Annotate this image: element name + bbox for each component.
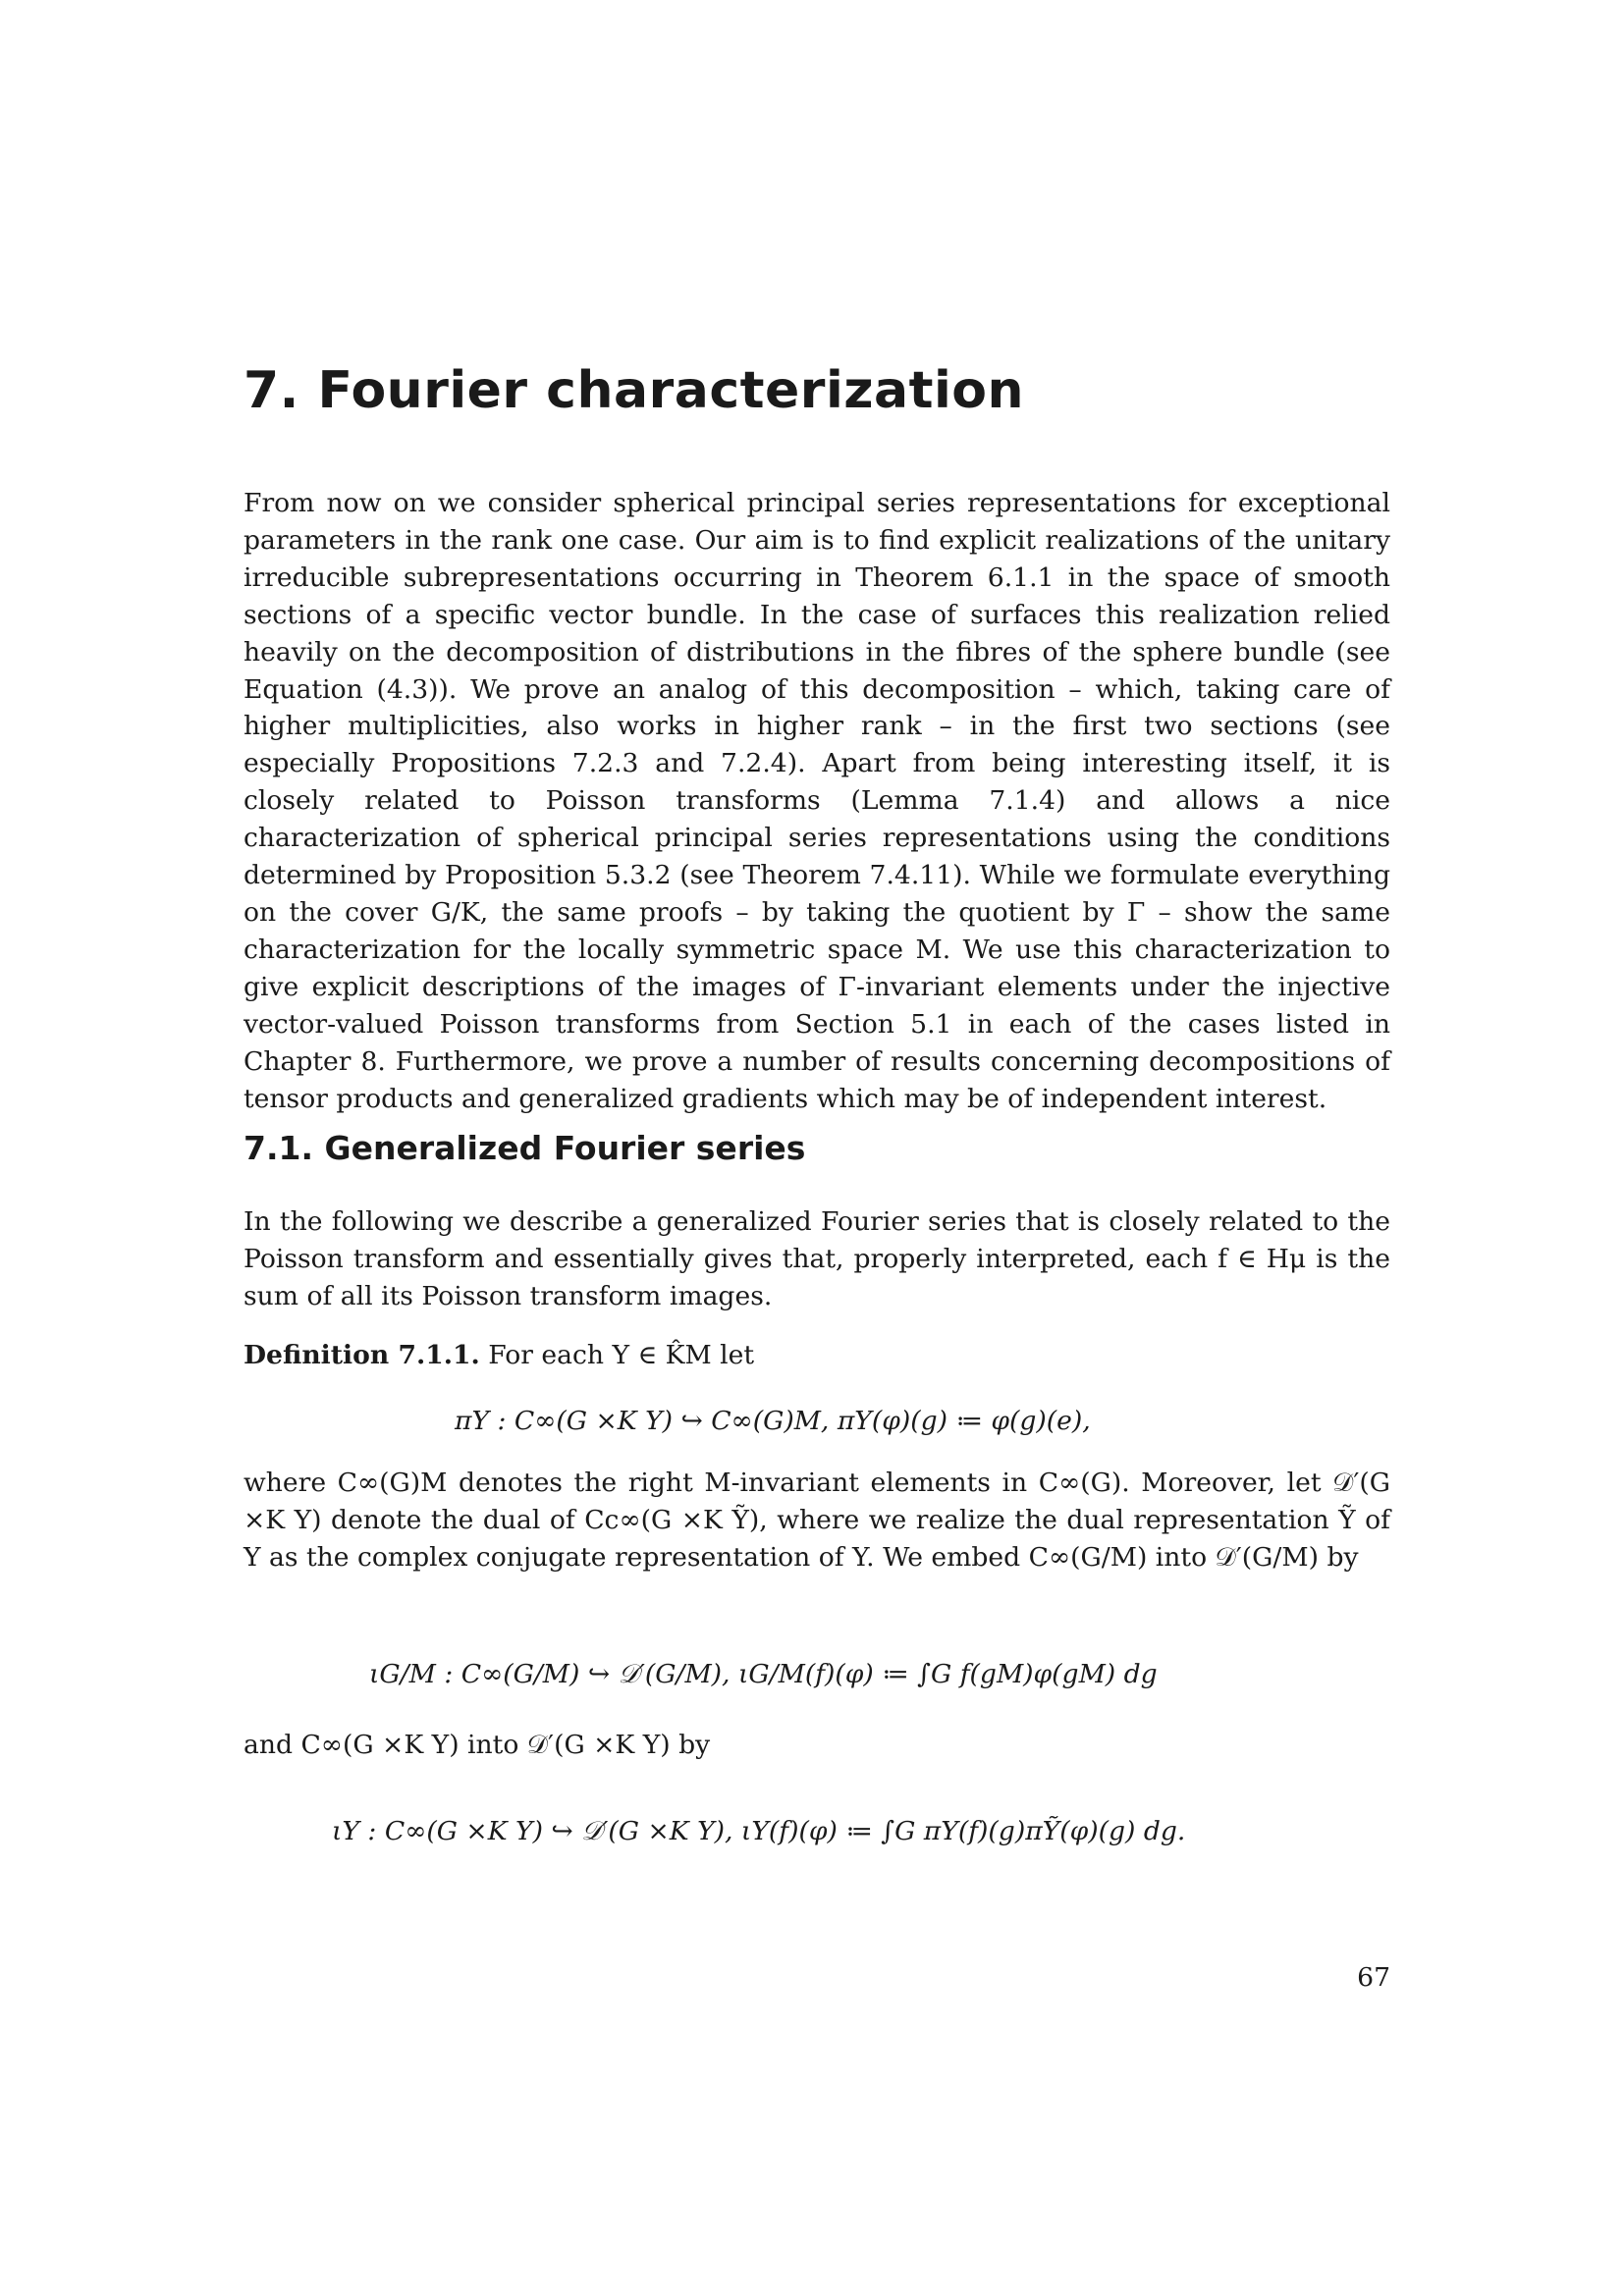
- definition-label: Definition 7.1.1.: [244, 1340, 480, 1370]
- paragraph-embed: and C∞(G ×K Y) into 𝒟′(G ×K Y) by: [244, 1730, 711, 1760]
- equation-pi-y: πY : C∞(G ×K Y) ↪ C∞(G)M, πY(φ)(g) ≔ φ(g)(e),: [455, 1406, 1091, 1436]
- definition-text: For each Y ∈ K̂M let: [479, 1340, 755, 1370]
- intro-paragraph: From now on we consider spherical principal series representations for exceptional parameters in the rank one case. Our aim is to find explicit realizations of the unitary irreducible subrepresentations occurring in Theorem 6.1.1 in the space of smooth sections of a specific vector bundle. In the case of surfaces this realization relied heavily on the decomposition of distributions in the fibres of the sphere bundle (see Equation (4.3)). We prove an analog of this decomposition – which, taking care of higher multiplicities, also works in higher rank – in the first two sections (see especially Propositions 7.2.3 and 7.2.4). Apart from being interesting itself, it is closely related to Poisson transforms (Lemma 7.1.4) and allows a nice characterization of spherical principal series representations using the conditions determined by Proposition 5.3.2 (see Theorem 7.4.11). While we formulate everything on the cover G/K, the same proofs – by taking the quotient by Γ – show the same characterization for the locally symmetric space M. We use this characterization to give explicit descriptions of the images of Γ-invariant elements under the injective vector-valued Poisson transforms from Section 5.1 in each of the cases listed in Chapter 8. Furthermore, we prove a number of results concerning decompositions of tensor products and generalized gradients which may be of independent interest.: [244, 488, 1390, 1114]
- section-paragraph: In the following we describe a generalized Fourier series that is closely related to the Poisson transform and essentially gives that, properly interpreted, each f ∈ Hμ is the sum of all its Poisson transform images.: [244, 1206, 1390, 1311]
- equation-iota-y: ιY : C∞(G ×K Y) ↪ 𝒟′(G ×K Y), ιY(f)(φ) ≔ ∫G πY(f)(g)πỸ(φ)(g) dg.: [332, 1816, 1186, 1846]
- equation-iota-gm: ιG/M : C∞(G/M) ↪ 𝒟′(G/M), ιG/M(f)(φ) ≔ ∫G f(gM)φ(gM) dg: [369, 1659, 1158, 1689]
- definition: [244, 1337, 1390, 1374]
- section-title: 7.1. Generalized Fourier series: [244, 1129, 806, 1167]
- page-number: 67: [1357, 1962, 1390, 1993]
- paragraph-dual: where C∞(G)M denotes the right M-invariant elements in C∞(G). Moreover, let 𝒟′(G ×K Y) denote the dual of Cc∞(G ×K Ỹ), where we realize the dual representation Ỹ of Y as the complex conjugate representation of Y. We embed C∞(G/M) into 𝒟′(G/M) by: [244, 1468, 1390, 1573]
- chapter-title: 7. Fourier characterization: [244, 361, 1025, 420]
